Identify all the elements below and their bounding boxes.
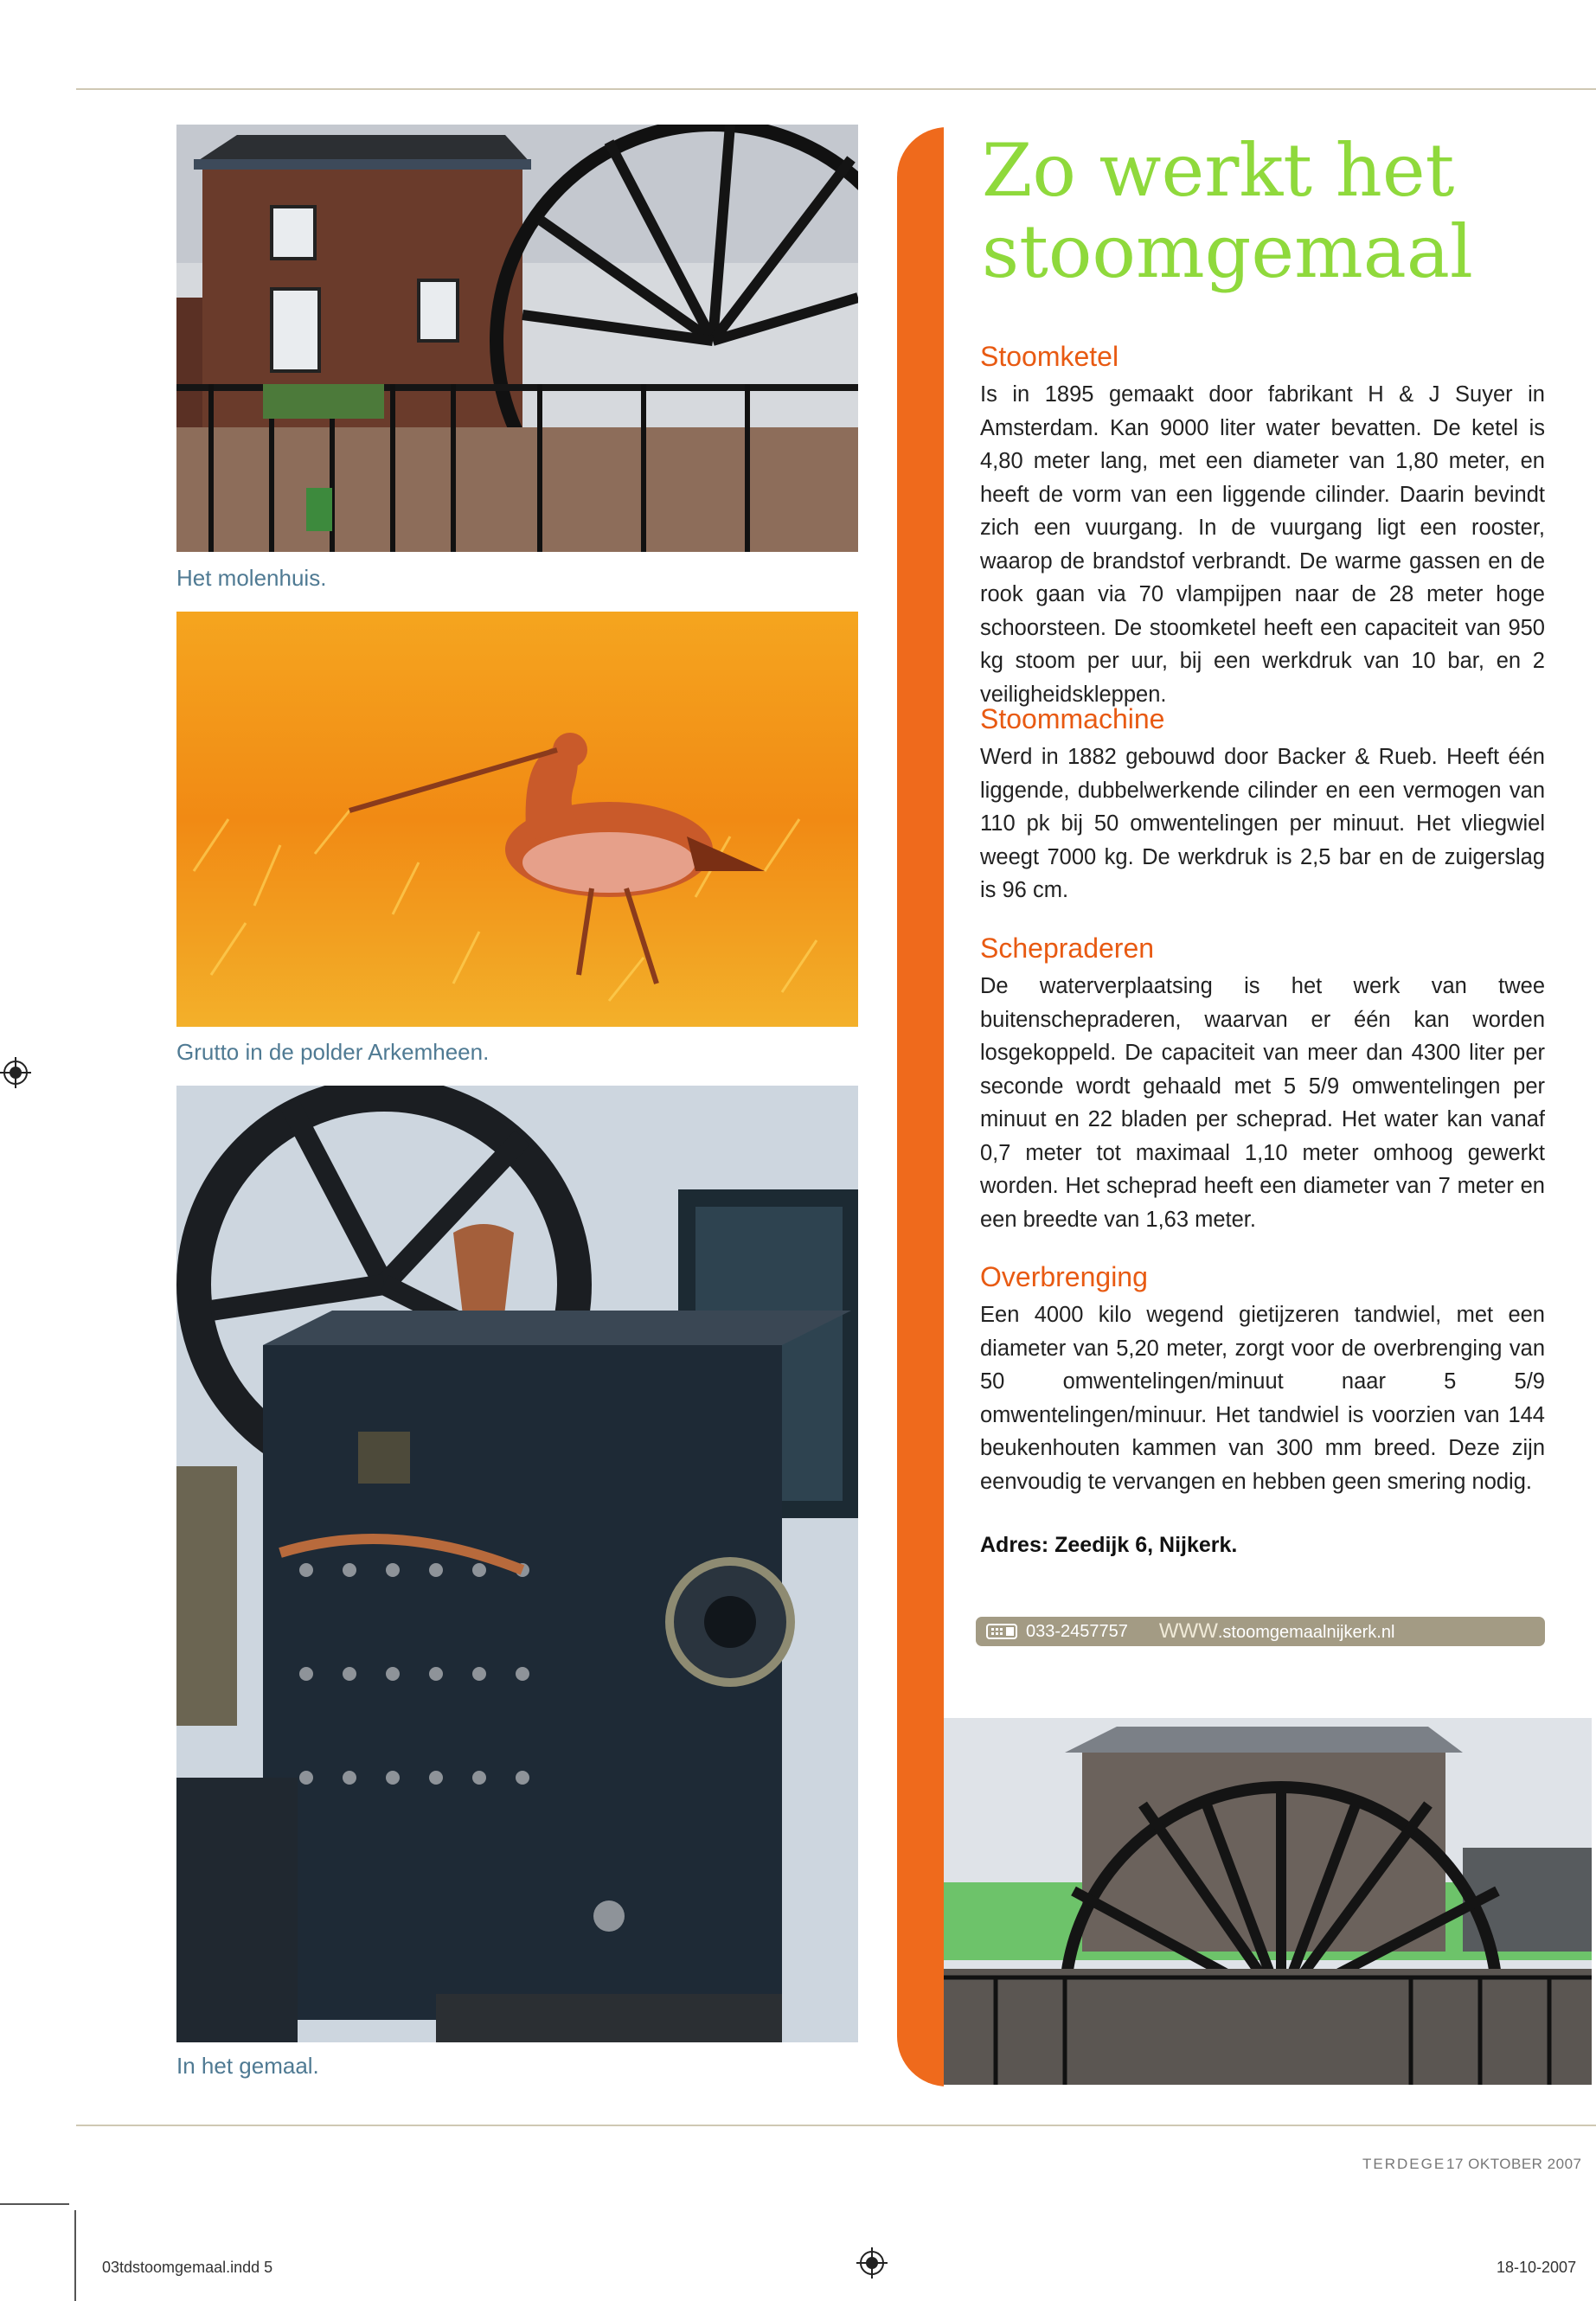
phone-number: 033-2457757 [1026, 1621, 1128, 1641]
caption-gemaal: In het gemaal. [176, 2053, 319, 2079]
address: Adres: Zeedijk 6, Nijkerk. [980, 1533, 1238, 1557]
footer-date: 17 OKTOBER 2007 [1446, 2156, 1582, 2172]
section-body-stoommachine: Werd in 1882 gebouwd door Backer & Rueb. Heeft één liggende, dubbelwerkende cilinder en een vermogen van 110 pk bij 50 omwentelingen per minuut. Het vliegwiel weegt 7000 kg. De werkdruk is 2,5 bar en de zuigerslag is 96 cm. [980, 745, 1545, 902]
website-domain: .stoomgemaalnijkerk.nl [1217, 1623, 1395, 1642]
crop-mark-vertical [74, 2210, 76, 2301]
website-prefix: WWW [1158, 1619, 1218, 1643]
phone-icon [986, 1623, 1017, 1640]
top-rule [76, 88, 1596, 90]
registration-mark-icon [0, 1057, 31, 1088]
registration-mark-icon [856, 2247, 888, 2279]
caption-molenhuis: Het molenhuis. [176, 565, 327, 591]
section-heading-stoommachine: Stoommachine [980, 703, 1165, 734]
photo-grutto [176, 612, 858, 1027]
slug-filename: 03tdstoomgemaal.indd 5 [102, 2259, 273, 2276]
bottom-rule [76, 2125, 1596, 2126]
section-heading-schepraderen: Schepraderen [980, 933, 1155, 964]
caption-grutto: Grutto in de polder Arkemheen. [176, 1039, 490, 1065]
slug-printdate: 18-10-2007 [1497, 2259, 1577, 2276]
section-body-schepraderen: De waterverplaatsing is het werk van twee buitenschepraderen, waarvan er één kan worden losgekoppeld. De capaciteit van meer dan 4300 liter per seconde wordt gehaald met 5 5/9 omwentelingen per minuut en 22 bladen per scheprad. Het water kan vanaf 0,7 meter tot maximaal 1,10 meter omhoog gewerkt worden. Het scheprad heeft een diameter van 7 meter en een breedte van 1,63 meter. [980, 974, 1545, 1232]
section-body-overbrenging: Een 4000 kilo wegend gietijzeren tandwiel, met een diameter van 5,20 meter, zorgt voor de overbrenging van 50 omwentelingen/minuut naar 5 5/9 omwentelingen/minuur. Het tandwiel is voorzien van 144 beukenhouten kammen van 300 mm breed. Deze zijn eenvoudig te vervangen en hebben geen smering nodig. [980, 1303, 1545, 1494]
contact-bar [976, 1617, 1545, 1646]
crop-mark-left [0, 2203, 69, 2205]
section-heading-stoomketel: Stoomketel [980, 341, 1119, 372]
section-body-stoomketel: Is in 1895 gemaakt door fabrikant H & J Suyer in Amsterdam. Kan 9000 liter water bevatten. De ketel is 4,80 meter lang, met een diameter van 1,80 meter, en heeft de vorm van een liggende cilinder. Daarin bevindt zich een vuurgang. In de vuurgang ligt een rooster, waarop de brandstof verbrandt. De warme gassen en de rook gaan via 70 vlampijpen naar de 28 meter hoge schoorsteen. De stoomketel heeft een capaciteit van 950 kg stoom per uur, bij een werkdruk van 10 bar, en 2 veiligheidskleppen. [980, 382, 1545, 707]
photo-gemaal-interior [176, 1086, 858, 2042]
article-title: Zo werkt het stoomgemaal [982, 128, 1473, 294]
website-link[interactable] [1159, 1619, 1395, 1644]
section-heading-overbrenging: Overbrenging [980, 1261, 1148, 1292]
footer-magazine: TERDEGE [1362, 2156, 1446, 2172]
photo-molenhuis [176, 125, 858, 552]
photo-scheprad [944, 1718, 1592, 2085]
